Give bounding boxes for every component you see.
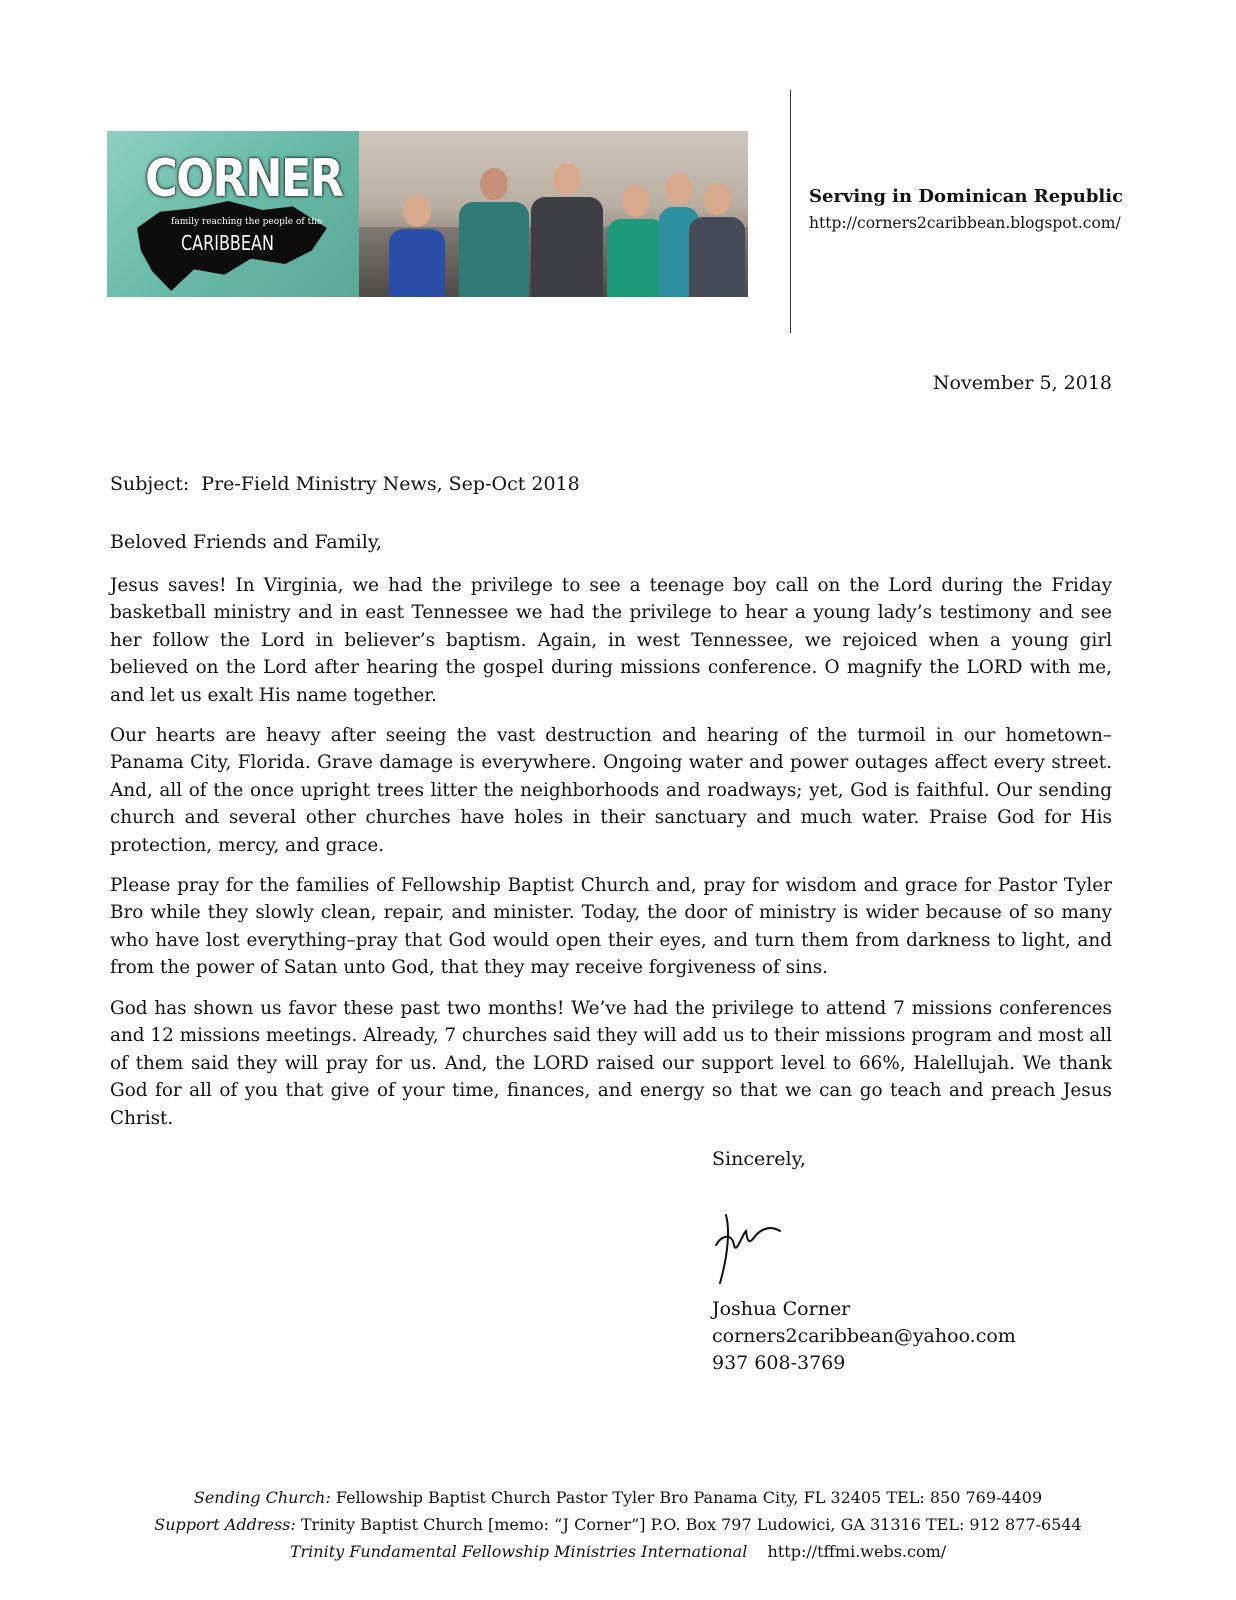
signer-name: Joshua Corner xyxy=(712,1298,851,1320)
org-name: Trinity Fundamental Fellowship Ministries International xyxy=(289,1542,748,1561)
footer-support-address xyxy=(0,1515,1236,1534)
logo-word: CORNER xyxy=(145,149,343,209)
letter-paragraph: Our hearts are heavy after seeing the vast destruction and hearing of the turmoil in our hometown–Panama City, Florida. Grave damage is everywhere. Ongoing water and power outages affect every street. And, all of the once upright trees litter the neighborhoods and roadways; yet, God is faithful. Our sending church and several other churches have holes in their sanctuary and much water. Praise God for His protection, mercy, and grace. xyxy=(110,725,1112,856)
signature-block xyxy=(712,1296,1016,1377)
photo-person xyxy=(389,195,445,297)
letter-paragraph: God has shown us favor these past two months! We’ve had the privilege to attend 7 missions conferences and 12 missions meetings. Already, 7 churches said they will add us to their missions program and most all of them said they will pray for us. And, the LORD raised our support level to 66%, Halellujah. We thank God for all of you that give of your time, finances, and energy so that we can go teach and preach Jesus Christ. xyxy=(110,998,1113,1129)
photo-person xyxy=(689,183,745,297)
header-banner xyxy=(107,131,748,297)
letter-greeting: Beloved Friends and Family, xyxy=(110,531,383,553)
photo-person xyxy=(607,185,665,297)
header-divider xyxy=(790,90,791,333)
banner-logo xyxy=(107,131,359,297)
logo-tagline: family reaching the people of the xyxy=(171,217,323,227)
org-url[interactable]: http://tffmi.webs.com/ xyxy=(767,1542,947,1561)
letter-paragraph: Please pray for the families of Fellowship Baptist Church and, pray for wisdom and grace for Pastor Tyler Bro while they slowly clean, repair, and minister. Today, the door of ministry is wider because of so many who have lost everything–pray that God would open their eyes, and turn them from darkness to light, and from the power of Satan unto God, that they may receive forgiveness of sins. xyxy=(110,875,1112,979)
support-text: Trinity Baptist Church [memo: “J Corner”] P.O. Box 797 Ludowici, GA 31316 TEL: 912 877-6544 xyxy=(300,1515,1082,1534)
letter-date: November 5, 2018 xyxy=(932,372,1112,394)
signer-phone: 937 608-3769 xyxy=(712,1352,846,1374)
footer-sending-church xyxy=(0,1488,1236,1507)
sending-text: Fellowship Baptist Church Pastor Tyler Bro Panama City, FL 32405 TEL: 850 769-4409 xyxy=(335,1488,1043,1507)
family-photo xyxy=(359,131,748,297)
blog-link[interactable]: http://corners2caribbean.blogspot.com/ xyxy=(809,214,1121,232)
letter-paragraph: Jesus saves! In Virginia, we had the privilege to see a teenage boy call on the Lord during the Friday basketball ministry and in east Tennessee we had the privilege to hear a young lady’s testimony and see her follow the Lord in believer’s baptism. Again, in west Tennessee, we rejoiced when a young girl believed on the Lord after hearing the gospel during missions conference. O magnify the LORD with me, and let us exalt His name together. xyxy=(110,575,1112,706)
signature-icon xyxy=(708,1205,798,1295)
letter-subject xyxy=(110,473,580,495)
photo-person xyxy=(459,168,529,297)
sending-label: Sending Church: xyxy=(193,1488,331,1507)
photo-person xyxy=(531,163,603,297)
serving-location: Serving in Dominican Republic xyxy=(809,186,1124,207)
subject-label: Subject: xyxy=(110,473,190,495)
support-label: Support Address: xyxy=(154,1515,296,1534)
subject-text: Pre-Field Ministry News, Sep-Oct 2018 xyxy=(201,473,580,495)
letter-closing: Sincerely, xyxy=(712,1148,806,1170)
logo-sub: CARIBBEAN xyxy=(181,231,274,255)
footer-org xyxy=(0,1542,1236,1561)
signer-email[interactable]: corners2caribbean@yahoo.com xyxy=(712,1325,1016,1347)
